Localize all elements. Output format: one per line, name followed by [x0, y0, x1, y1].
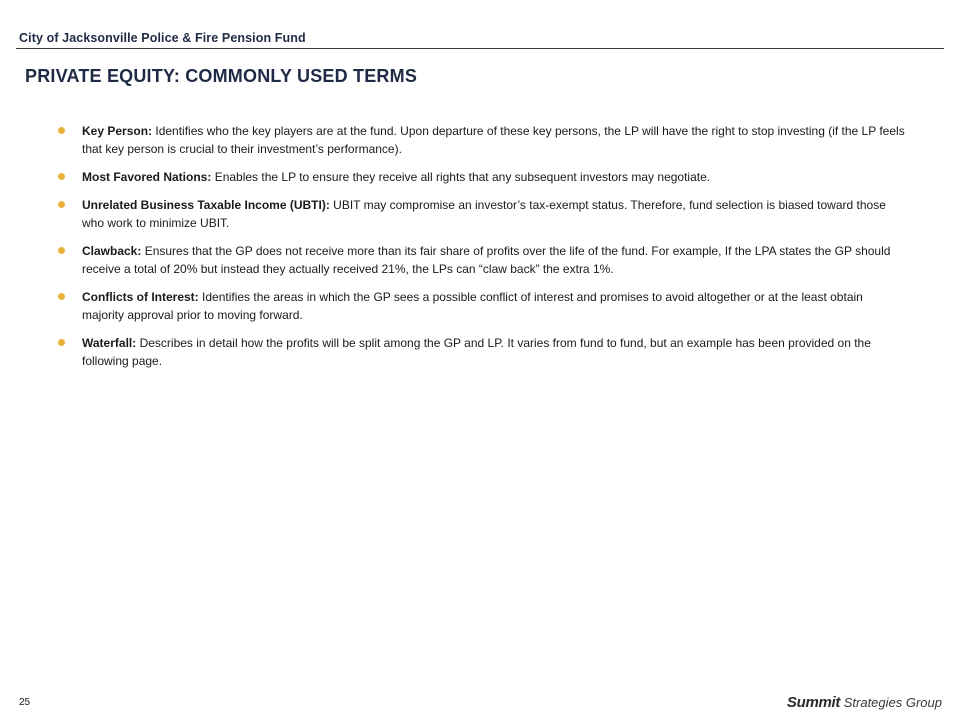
term-item-clawback — [58, 242, 908, 278]
bullet-icon — [58, 247, 65, 254]
header-title: City of Jacksonville Police & Fire Pension Fund — [19, 31, 306, 45]
term-name: Unrelated Business Taxable Income (UBTI): — [82, 198, 330, 212]
term-item-ubti — [58, 196, 908, 232]
term-text: Describes in detail how the profits will be split among the GP and LP. It varies from fund to fund, but an example has been provided on the following page. — [82, 336, 871, 368]
terms-list — [58, 122, 908, 380]
bullet-icon — [58, 201, 65, 208]
summit-strategies-logo — [787, 694, 942, 711]
term-text: Identifies the areas in which the GP sees a possible conflict of interest and promises to avoid altogether or at the least obtain majority approval prior to moving forward. — [82, 290, 863, 322]
bullet-icon — [58, 173, 65, 180]
page-title: PRIVATE EQUITY: COMMONLY USED TERMS — [25, 66, 418, 86]
term-name: Clawback: — [82, 244, 142, 258]
term-name: Waterfall: — [82, 336, 137, 350]
bullet-icon — [58, 339, 65, 346]
bullet-icon — [58, 127, 65, 134]
term-text: Enables the LP to ensure they receive all rights that any subsequent investors may negotiate. — [211, 170, 711, 184]
term-item-key-person — [58, 122, 908, 158]
page-number: 25 — [19, 697, 31, 708]
term-text: UBIT may compromise an investor’s tax-exempt status. Therefore, fund selection is biased toward those who work to minimize UBIT. — [82, 198, 886, 230]
term-name: Conflicts of Interest: — [82, 290, 199, 304]
term-name: Key Person: — [82, 124, 153, 138]
term-item-conflicts-of-interest — [58, 288, 908, 324]
logo-summit-text: Summit — [786, 694, 841, 711]
header-divider — [16, 48, 944, 49]
logo-strategies-text: Strategies Group — [840, 695, 942, 710]
term-text: Ensures that the GP does not receive more than its fair share of profits over the life of the fund. For example, If the LPA states the GP should receive a total of 20% but instead they actually received 21%, the LPs can “claw back” the extra 1%. — [82, 244, 891, 276]
bullet-icon — [58, 293, 65, 300]
term-item-waterfall — [58, 334, 908, 370]
term-item-most-favored-nations — [58, 168, 908, 186]
term-text: Identifies who the key players are at the fund. Upon departure of these key persons, the LP will have the right to stop investing (if the LP feels that key person is crucial to their investment’s performance). — [82, 124, 905, 156]
term-name: Most Favored Nations: — [82, 170, 212, 184]
